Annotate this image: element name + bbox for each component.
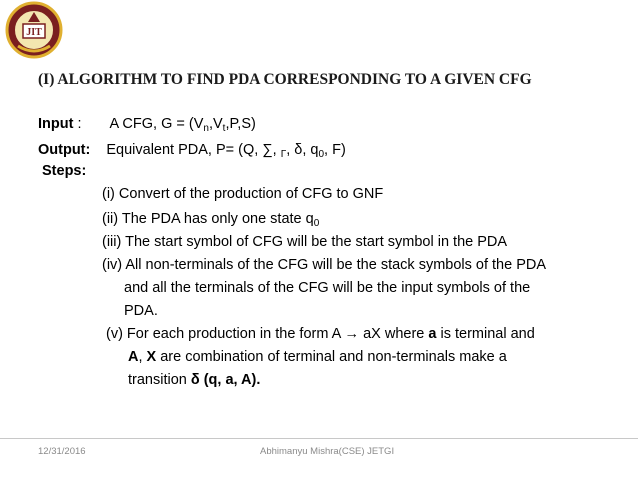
output-mid: , δ, q (286, 142, 319, 158)
step-2-sub: 0 (313, 218, 320, 229)
step-5-line-3 (128, 371, 260, 389)
step-5-a: a (428, 326, 437, 342)
output-sub-0: 0 (318, 149, 325, 160)
step-2-text: (ii) The PDA has only one state q (102, 211, 314, 227)
input-sub-n: n (203, 123, 209, 134)
output-prefix: Equivalent PDA, P= (Q, ∑, (106, 142, 281, 158)
step-2 (102, 210, 319, 228)
input-comma: ,V (208, 116, 223, 132)
steps-label: Steps: (42, 163, 87, 179)
step-5-X: X (146, 349, 157, 365)
step-5-transition: transition (128, 372, 191, 388)
step-5-suffix: is terminal and (436, 326, 535, 342)
step-4-line-1: (iv) All non-terminals of the CFG will be the stack symbols of the PDA (102, 257, 547, 273)
output-label: Output: (38, 142, 91, 158)
input-sub-t: t (222, 123, 226, 134)
step-5-transition-formula: δ (q, a, A). (190, 372, 261, 388)
step-1: (i) Convert of the production of CFG to GNF (102, 186, 384, 202)
slide-title: (I) ALGORITHM TO FIND PDA CORRESPONDING TO A GIVEN CFG (38, 71, 532, 88)
output-suffix: , F) (324, 142, 346, 158)
input-separator: : (73, 116, 82, 132)
footer-author: Abhimanyu Mishra(CSE) JETGI (260, 446, 395, 457)
input-line (38, 115, 256, 133)
step-5-sep: , (138, 349, 147, 365)
step-4-line-3: PDA. (124, 303, 158, 319)
step-5-line-1 (106, 325, 535, 343)
step-5-prefix: (v) For each production in the form A → aX where (106, 326, 429, 342)
step-3: (iii) The start symbol of CFG will be the start symbol in the PDA (102, 234, 508, 250)
college-logo (4, 0, 64, 60)
output-gamma: Γ (280, 149, 287, 160)
input-label: Input (38, 116, 74, 132)
step-5-A: A (128, 349, 139, 365)
step-5-line-2 (128, 348, 507, 366)
input-suffix: ,P,S) (225, 116, 256, 132)
footer-divider (0, 438, 638, 439)
footer-date: 12/31/2016 (38, 446, 86, 457)
svg-text:JIT: JIT (26, 27, 42, 38)
step-4-line-2: and all the terminals of the CFG will be the input symbols of the (124, 280, 531, 296)
input-prefix: A CFG, G = (V (109, 116, 204, 132)
output-line (38, 141, 346, 159)
step-5-line-2-text: are combination of terminal and non-terminals make a (156, 349, 507, 365)
